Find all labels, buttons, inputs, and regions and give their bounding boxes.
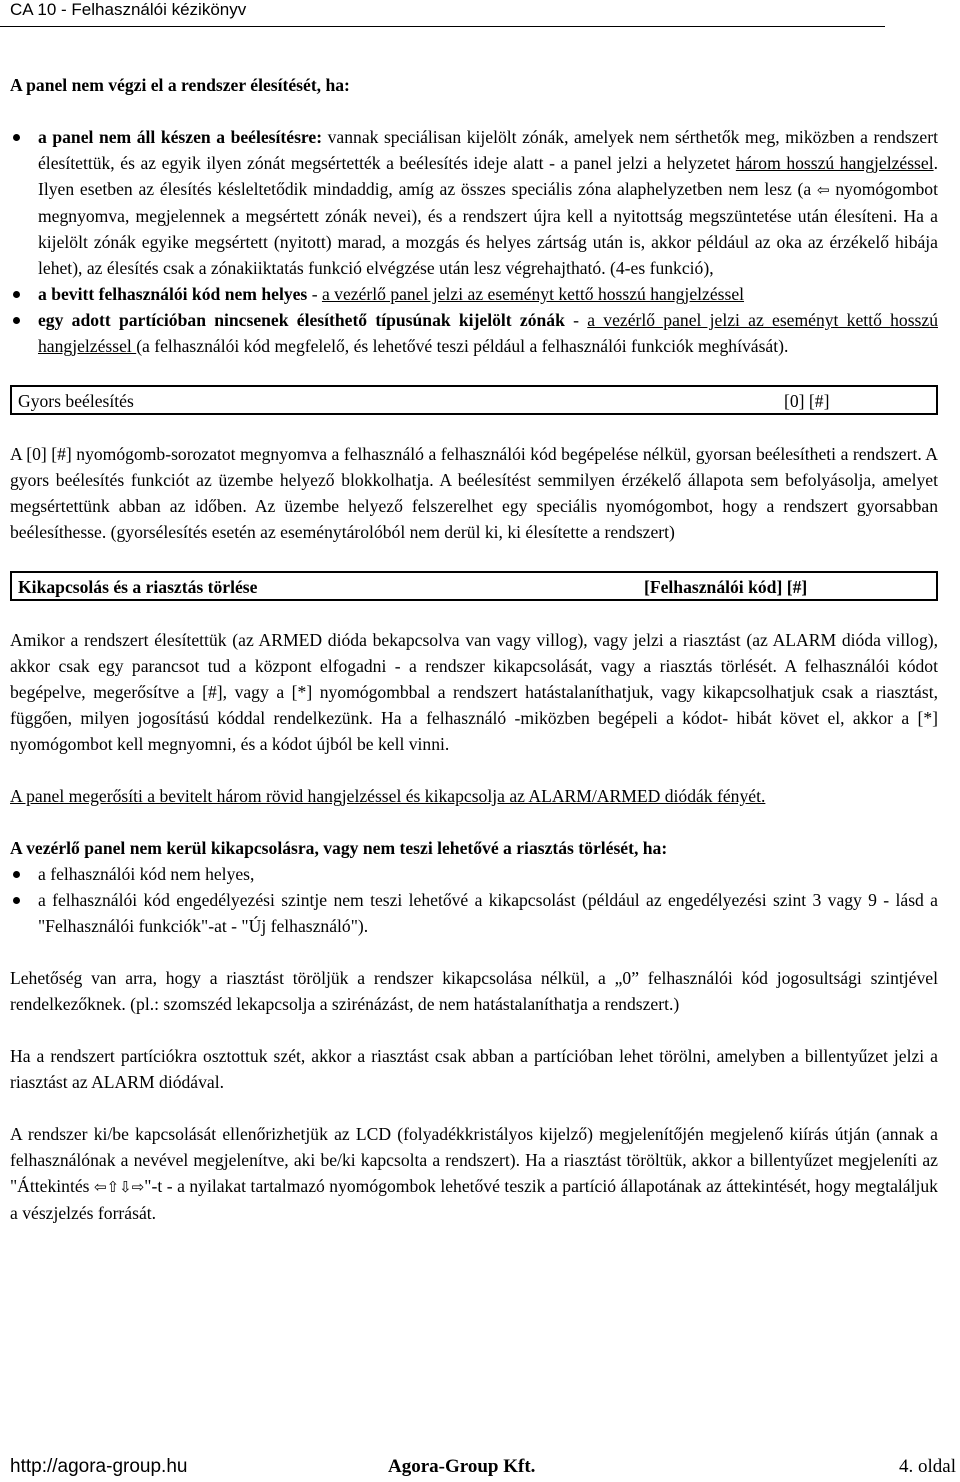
arrow-left-icon: ⇦ bbox=[816, 181, 830, 199]
quick-arming-heading-box bbox=[10, 385, 938, 415]
list-item: a panel nem áll készen a beélesítésre: vannak speciálisan kijelölt zónák, amelyek nem sérthetők meg, miközben a rendszert élesítettük, és az egyik ilyen zónát megsértették a beélesítés ideje alatt - a panel jelzi a helyzetet három hosszú hangjelzéssel. Ilyen esetben az élesítés késleltetődik mindaddig, amíg az összes speciális zóna alaphelyzetben nem lesz (a ⇦ nyomógombot megnyomva, megjelennek a megsértett zónák nevei), és a rendszert újra kell a nyitottság megszüntetése után élesíteni. Ha a kijelölt zónák egyike megsértett (nyitott) marad, a mozgás és helyes zártság után is, akkor például az oka az érzékelő hibája lehet), az élesítés csak a zónakiiktatás funkció elvégzése után lesz végrehajtható. (4-es funkció), bbox=[10, 124, 938, 281]
footer-page-number: 4. oldal bbox=[899, 1456, 956, 1477]
page-footer bbox=[10, 1456, 958, 1482]
page-content bbox=[10, 72, 938, 1226]
box-title: Kikapcsolás és a riasztás törlése bbox=[18, 577, 258, 597]
quick-arming-paragraph: A [0] [#] nyomógomb-sorozatot megnyomva a felhasználó a felhasználói kód begépelése nélkül, gyorsan beélesítheti a rendszert. A gyors beélesítés funkciót az üzembe helyező blokkolhatja. A beélesítést semmilyen érzékelő állapota sem befolyásolja, amelyet megsértettünk abban az időben. Az üzembe helyező felszerelhet egy speciális nyomógombot, hogy a rendszert gyorsabban beélesíthesse. (gyorsélesítés esetén az eseménytárolóból nem derül ki, ki élesítette a rendszert) bbox=[10, 444, 938, 542]
disarm-paragraph: Amikor a rendszert élesítettük (az ARMED dióda bekapcsolva van vagy villog), vagy jelzi a riasztást (az ALARM dióda villog), akkor csak egy parancsot tud a központ elfogadni - a rendszer kikapcsolását, vagy a riasztás törlését. A felhasználói kódot begépelve, megerősítve a [#], vagy a [*] nyomógombbal a rendszert hatástalaníthatjuk, vagy kikapcsolhatjuk csak a riasztást, függően, milyen jogosítású kóddal rendelkezünk. Ha a felhasználó -miközben begépeli a kódot- hibát követ el, akkor a [*] nyomógombot kell megnyomni, és a kódot újból be kell vinni. bbox=[10, 630, 938, 754]
section1-heading: A panel nem végzi el a rendszer élesítését, ha: bbox=[10, 75, 350, 95]
box-key-sequence: [0] [#] bbox=[784, 391, 830, 411]
lcd-paragraph: A rendszer ki/be kapcsolását ellenőrizhetjük az LCD (folyadékkristályos kijelző) megjelenítőjén megjelenő kiírás útján (annak a felhasználónak a nevével megjelenítve, aki be/ki kapcsolta a rendszert). Ha a riasztást töröltük, akkor a billentyűzet megjeleníti az "Áttekintés ⇦⇧⇩⇨"-t - a nyilakat tartalmazó nyomógombok lehetővé teszik a partíció állapotának az áttekintését, hogy megtaláljuk a vészjelzés forrását. bbox=[10, 1124, 938, 1223]
list-item: a felhasználói kód nem helyes, bbox=[10, 861, 938, 887]
footer-url: http://agora-group.hu bbox=[10, 1456, 188, 1477]
document-title: CA 10 - Felhasználói kézikönyv bbox=[10, 0, 247, 19]
section2-heading: A vezérlő panel nem kerül kikapcsolásra, vagy nem teszi lehetővé a riasztás törlését, ha: bbox=[10, 838, 668, 858]
list-item: a bevitt felhasználói kód nem helyes - a vezérlő panel jelzi az eseményt kettő hosszú hangjelzéssel bbox=[10, 281, 938, 307]
header-rule bbox=[0, 26, 885, 27]
list-item: egy adott partícióban nincsenek élesíthető típusúnak kijelölt zónák - a vezérlő panel jelzi az eseményt kettő hosszú hangjelzéssel (a felhasználói kód megfelelő, és lehetővé teszi például a felhasználói funkciók meghívását). bbox=[10, 307, 938, 359]
disarm-heading-box bbox=[10, 571, 938, 601]
section1-list bbox=[10, 124, 938, 359]
confirmation-paragraph: A panel megerősíti a bevitelt három rövid hangjelzéssel és kikapcsolja az ALARM/ARMED diódák fényét. bbox=[10, 786, 766, 806]
arrow-keys-icon: ⇦⇧⇩⇨ bbox=[94, 1178, 145, 1196]
box-key-sequence: [Felhasználói kód] [#] bbox=[644, 577, 808, 597]
footer-company: Agora-Group Kft. bbox=[388, 1456, 536, 1477]
section2-list bbox=[10, 861, 938, 939]
box-title: Gyors beélesítés bbox=[18, 391, 134, 411]
alarm-clear-paragraph: Lehetőség van arra, hogy a riasztást töröljük a rendszer kikapcsolása nélkül, a „0” felhasználói kód jogosultsági szintjével rendelkezőknek. (pl.: szomszéd lekapcsolja a szirénázást, de nem hatástalaníthatja a rendszert.) bbox=[10, 968, 938, 1014]
page-header bbox=[0, 0, 960, 34]
list-item: a felhasználói kód engedélyezési szintje nem teszi lehetővé a kikapcsolást (például az engedélyezési szint 3 vagy 9 - lásd a "Felhasználói funkciók"-at - "Új felhasználó"). bbox=[10, 887, 938, 939]
partition-paragraph: Ha a rendszert partíciókra osztottuk szét, akkor a riasztást csak abban a partícióban lehet törölni, amelyben a billentyűzet jelzi a riasztást az ALARM diódával. bbox=[10, 1046, 938, 1092]
